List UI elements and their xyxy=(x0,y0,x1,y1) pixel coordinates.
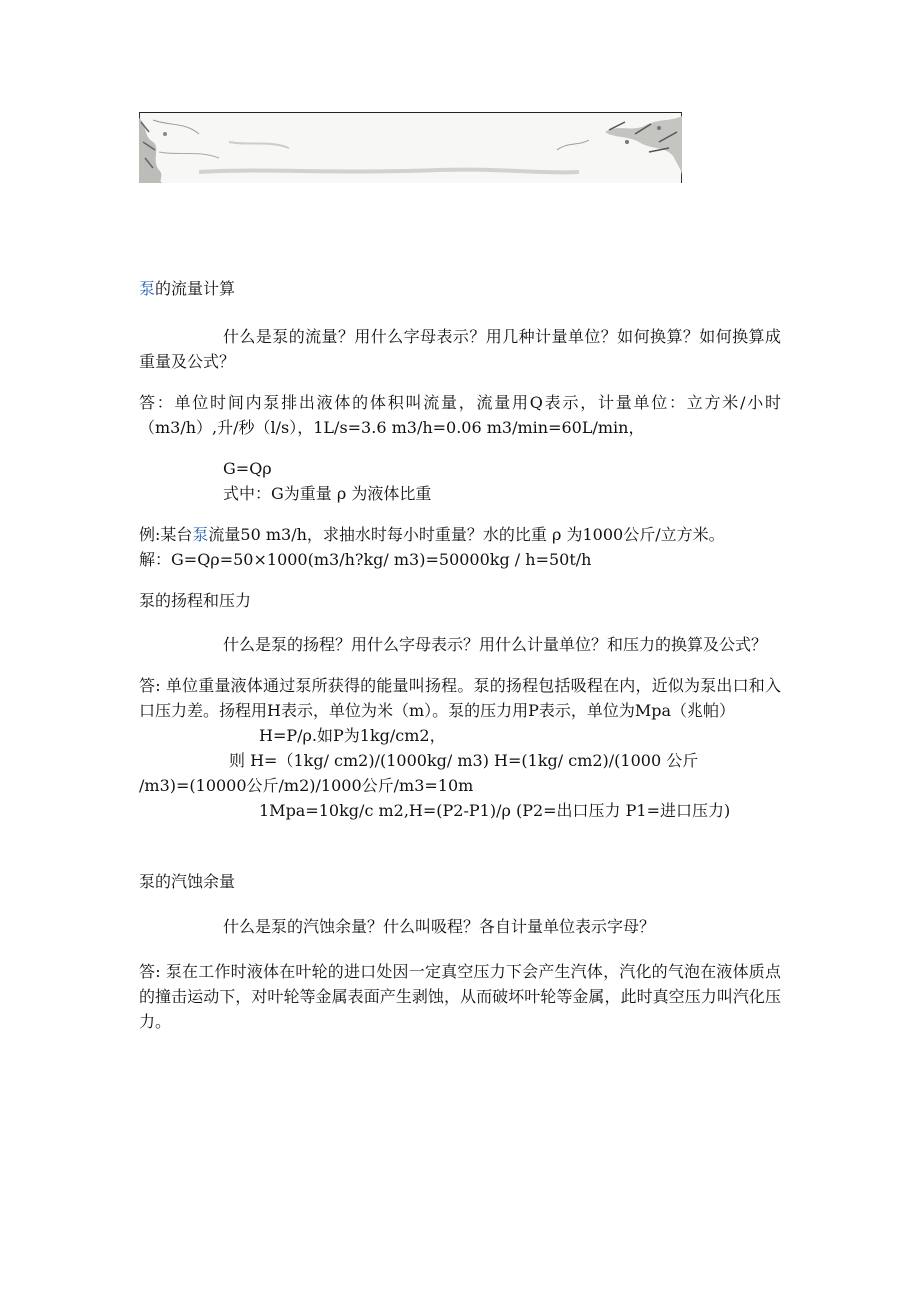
answer-flow: 答：单位时间内泵排出液体的体积叫流量，流量用Q表示，计量单位：立方米/小时（m3/h）,升/秒（l/s），1L/s=3.6 m3/h=0.06 m3/min=60L/min， xyxy=(139,393,781,437)
pump-link[interactable]: 泵 xyxy=(192,525,209,544)
solution-flow: 解：G=Qρ=50×1000(m3/h?kg/ m3)=50000kg / h=50t/h xyxy=(139,550,592,569)
question-npsh: 什么是泵的汽蚀余量？什么叫吸程？各自计量单位表示字母？ xyxy=(223,917,656,936)
pump-link[interactable]: 泵 xyxy=(139,279,156,298)
answer-head: 答: 单位重量液体通过泵所获得的能量叫扬程。泵的扬程包括吸程在内，近似为泵出口和入口压力差。扬程用H表示，单位为米（m）。泵的压力用P表示，单位为Mpa（兆帕） xyxy=(139,676,781,720)
formula-head-2b: /m3)=(10000公斤/m2)/1000公斤/m3=10m xyxy=(139,776,474,795)
formula-note: 式中：G为重量 ρ 为液体比重 xyxy=(223,484,432,503)
section-title-head: 泵的扬程和压力 xyxy=(139,591,252,610)
section-title-npsh: 泵的汽蚀余量 xyxy=(139,872,236,891)
question-head: 什么是泵的扬程？用什么字母表示？用什么计量单位？和压力的换算及公式？ xyxy=(223,635,768,654)
question-flow: 什么是泵的流量？用什么字母表示？用几种计量单位？如何换算？如何换算成重量及公式？ xyxy=(139,327,781,371)
example-flow: 例:某台泵流量50 m3/h，求抽水时每小时重量？水的比重 ρ 为1000公斤/立方米。 xyxy=(139,525,725,544)
answer-npsh: 答: 泵在工作时液体在叶轮的进口处因一定真空压力下会产生汽体，汽化的气泡在液体质点的撞击运动下，对叶轮等金属表面产生剥蚀，从而破坏叶轮等金属，此时真空压力叫汽化压力。 xyxy=(139,962,781,1031)
header-banner-image xyxy=(139,112,682,183)
formula-head-3: 1Mpa=10kg/c m2,H=(P2-P1)/ρ (P2=出口压力 P1=进口压力) xyxy=(259,801,731,820)
formula-head-2a: 则 H=（1kg/ cm2)/(1000kg/ m3) H=(1kg/ cm2)/(1000 公斤 xyxy=(229,751,699,770)
formula-weight: G=Qρ xyxy=(223,459,272,478)
formula-head-1: H=P/ρ.如P为1kg/cm2， xyxy=(259,726,446,745)
document-body xyxy=(139,274,781,1034)
section-title-flow: 泵的流量计算 xyxy=(139,279,236,298)
